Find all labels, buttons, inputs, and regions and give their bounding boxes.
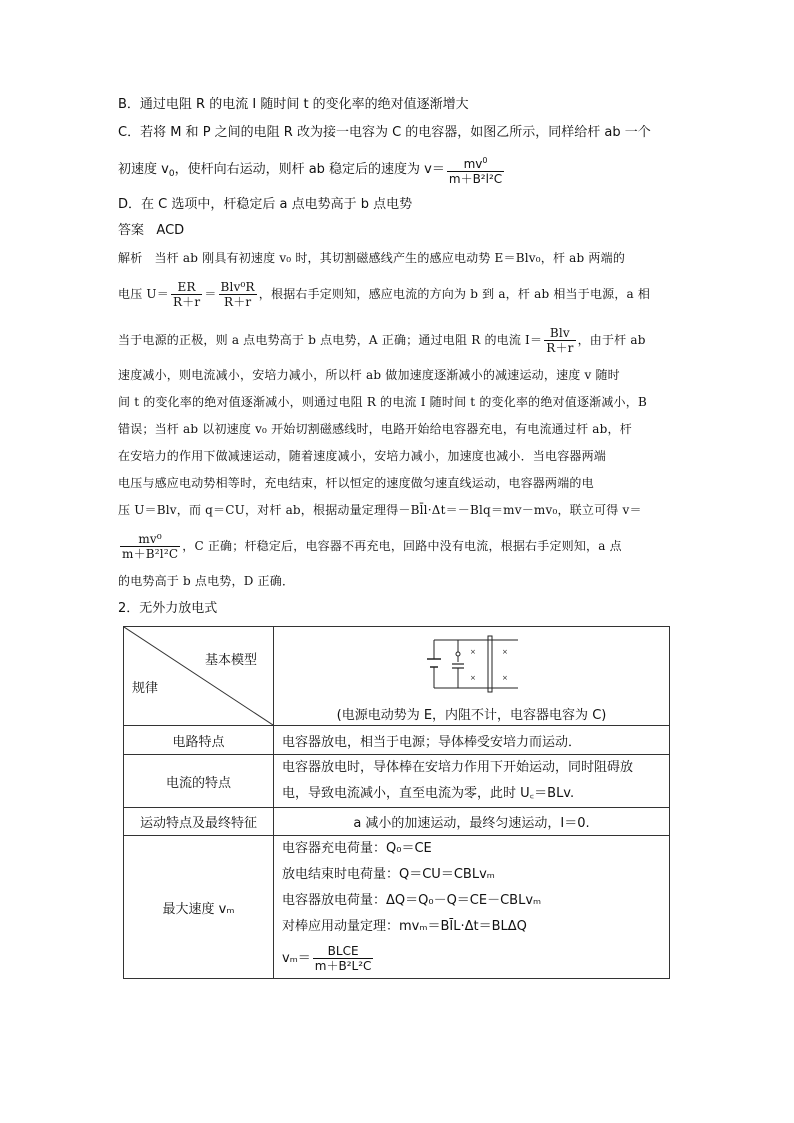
header-basic-model: 基本模型: [204, 653, 257, 668]
option-c-line1: C．若将 M 和 P 之间的电阻 R 改为接一电容为 C 的电容器，如图乙所示，同样给杆 ab 一个: [118, 125, 651, 140]
option-c-frac-num: $mv^0$: [447, 154, 504, 172]
section-title: 2．无外力放电式: [118, 601, 218, 616]
option-c-text-pre: 初速度 v: [118, 162, 169, 177]
analysis-line-7: 在安培力的作用下做减速运动，随着速度减小，安培力减小，加速度也减小．当电容器两端: [118, 449, 607, 463]
analysis-label: 解析: [118, 251, 143, 265]
option-d: D．在 C 选项中，杆稳定后 a 点电势高于 b 点电势: [118, 197, 413, 212]
fraction-final-v: $\frac{\text{mv⁰}}{\text{m＋B²l²C}}$: [122, 532, 179, 561]
analysis-line-8: 电压与感应电动势相等时，充电结束，杆以恒定的速度做匀速直线运动，电容器两端的电: [118, 476, 594, 490]
analysis-line-4: 速度减小，则电流减小，安培力减小，所以杆 ab 做加速度逐渐减小的减速运动，速度 v 随时: [118, 368, 620, 382]
analysis-line-5: 间 t 的变化率的绝对值逐渐减小，则通过电阻 R 的电流 I 随时间 t 的变化率的绝对值逐渐减小，B: [118, 395, 647, 409]
analysis-line-11: 的电势高于 b 点电势，D 正确．: [118, 574, 295, 588]
row-label-motion: 运动特点及最终特征: [124, 808, 274, 836]
row-label-max-speed: 最大速度 vₘ: [124, 836, 274, 979]
header-rule: 规律: [132, 681, 159, 696]
row-text-motion: a 减小的加速运动，最终匀速运动，I＝0.: [274, 808, 670, 836]
answer-line: [118, 222, 678, 240]
row-text-max-speed: [274, 836, 670, 979]
option-c-frac-den: m＋B²l²C: [448, 171, 503, 186]
formula-momentum: 对棒应用动量定理：mvₘ＝BĪL·Δt＝BLΔQ: [282, 919, 527, 934]
fraction-er: $\frac{ER}{R+r}$: [172, 280, 201, 309]
circuit-caption: (电源电动势为 E，内阻不计，电容器电容为 C): [336, 707, 607, 723]
formula-charge: 电容器充电荷量：Q₀＝CE: [282, 841, 432, 856]
fraction-blvr: $\frac{\text{Blv⁰R}}{R+r}$: [220, 280, 255, 309]
row-text-current: 电容器放电时，导体棒在安培力作用下开始运动，同时阻碍放 电，导致电流减小，直至电流为零，此时 U꜀＝BLv.: [274, 755, 670, 808]
option-c-line2: 初速度 $v_0$，使杆向右运动，则杆 ab 稳定后的速度为 v＝ $\frac{mv^0}{\text{m＋B²l²C}}$: [118, 155, 503, 186]
svg-text:×: ×: [469, 673, 476, 682]
analysis-line-9: 压 U＝Blv，而 q＝CU，对杆 ab，根据动量定理得－Bl̄l·Δt＝－Blq＝mv－mv₀，联立可得 v＝: [118, 503, 642, 517]
row-label-circuit: 电路特点: [124, 726, 274, 755]
svg-text:×: ×: [469, 647, 476, 656]
row-text-circuit: 电容器放电，相当于电源；导体棒受安培力而运动．: [274, 726, 670, 755]
svg-text:×: ×: [501, 647, 508, 656]
formula-end-charge: 放电结束时电荷量：Q＝CU＝CBLvₘ: [282, 867, 495, 882]
svg-text:×: ×: [501, 673, 508, 682]
answer-label: 答案: [118, 223, 145, 238]
option-b: B．通过电阻 R 的电流 I 随时间 t 的变化率的绝对值逐渐增大: [118, 97, 469, 112]
analysis-line-3: 当于电源的正极，则 a 点电势高于 b 点电势，A 正确；通过电阻 R 的电流 I＝ $\frac{\text{Blv}}{R+r}$ ，由于杆 ab: [118, 326, 646, 355]
circuit-diagram: [422, 634, 522, 694]
answer-value: ACD: [156, 223, 185, 238]
option-c-text-mid: ，使杆向右运动，则杆 ab 稳定后的速度为 v＝: [174, 162, 445, 177]
discharge-model-table: [123, 626, 670, 979]
formula-vm: vₘ＝ $\frac{\text{BLCE}}{\text{m＋B²L²C}}$: [282, 944, 372, 973]
option-c-fraction: [447, 154, 504, 186]
circuit-cell: [274, 627, 670, 726]
formula-discharge: 电容器放电荷量：ΔQ＝Q₀－Q＝CE－CBLvₘ: [282, 893, 542, 908]
analysis-line-2: 电压 U＝ $\frac{ER}{R+r}$ ＝ $\frac{\text{Blv⁰R}}{R+r}$ ，根据右手定则知，感应电流的方向为 b 到 a，杆 ab 相当于电源，a 相: [118, 280, 651, 309]
analysis-line-1: 解析 当杆 ab 刚具有初速度 v₀ 时，其切割磁感线产生的感应电动势 E＝Blv₀，杆 ab 两端的: [118, 251, 626, 265]
row-label-current: 电流的特点: [124, 755, 274, 808]
analysis-line-6: 错误；当杆 ab 以初速度 v₀ 开始切割磁感线时，电路开始给电容器充电，有电流通过杆 ab，杆: [118, 422, 632, 436]
fraction-current: $\frac{\text{Blv}}{R+r}$: [546, 326, 574, 355]
analysis-line-10: $\frac{\text{mv⁰}}{\text{m＋B²l²C}}$ ，C 正确；杆稳定后，电容器不再充电，回路中没有电流，根据右手定则知，a 点: [122, 532, 622, 561]
table-header-diagonal: [124, 627, 274, 726]
diagonal-line: [124, 627, 273, 725]
